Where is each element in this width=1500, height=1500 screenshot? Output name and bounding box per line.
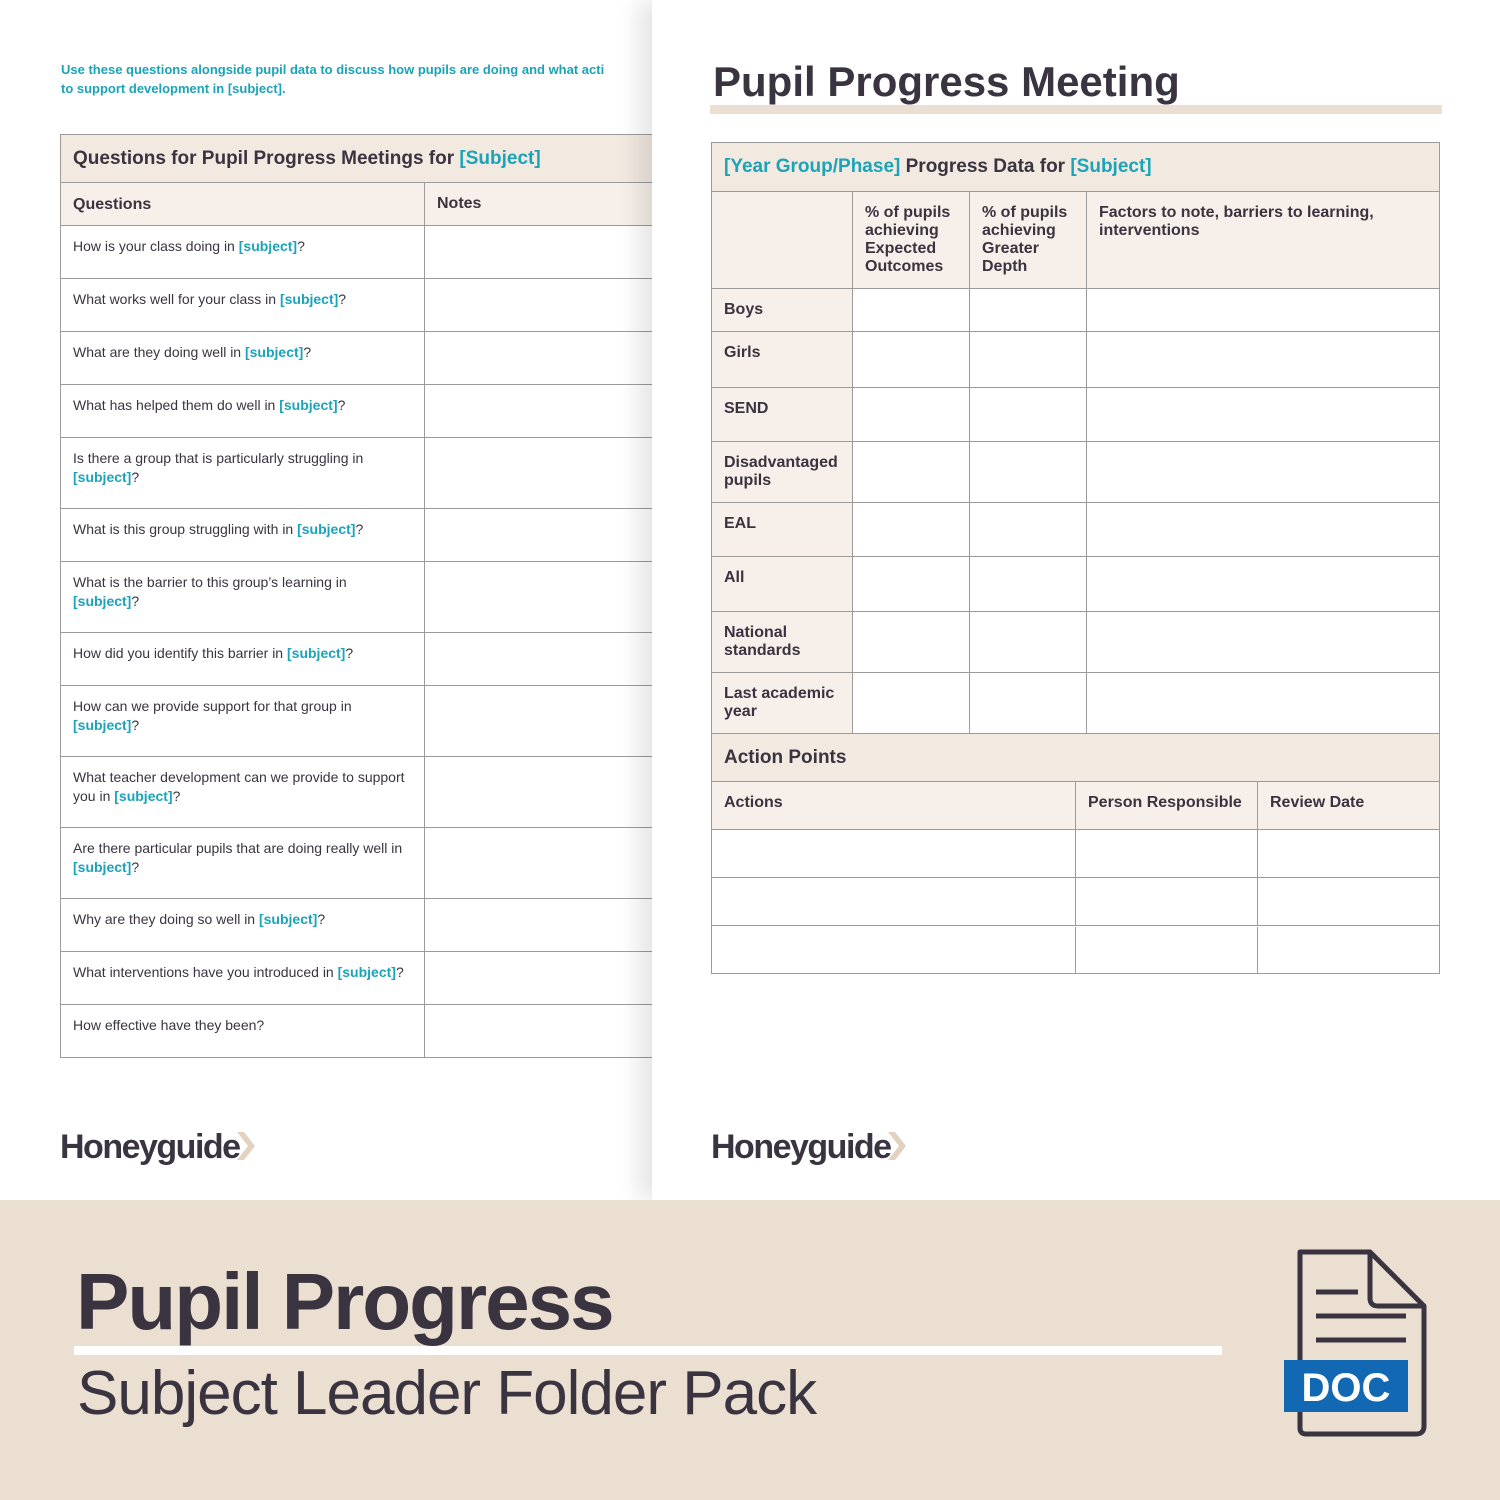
col-header-group (712, 192, 853, 288)
subject-placeholder: [subject] (73, 469, 132, 485)
honeyguide-logo (711, 1128, 891, 1167)
review-date-cell[interactable] (1258, 878, 1439, 925)
question-prefix: How did you identify this barrier in (73, 645, 287, 661)
progress-row (712, 442, 1439, 503)
questions-table (60, 134, 652, 1058)
pupil-group-label: Last academic year (712, 673, 853, 733)
footer-banner (0, 1200, 1500, 1500)
subject-placeholder: [subject] (244, 344, 304, 360)
question-row (61, 279, 652, 332)
questions-page (0, 0, 652, 1200)
year-group-placeholder: [Year Group/Phase] (724, 156, 901, 177)
notes-cell[interactable] (425, 509, 652, 561)
action-cell[interactable] (712, 927, 1076, 973)
question-row (61, 332, 652, 385)
notes-cell[interactable] (425, 952, 652, 1004)
question-row (61, 1005, 652, 1057)
question-text (61, 633, 425, 685)
progress-table-heading (712, 143, 1439, 192)
question-suffix: ? (317, 911, 326, 927)
expected-cell[interactable] (853, 332, 970, 387)
question-suffix: ? (355, 521, 364, 537)
intro-placeholder: [subject] (227, 81, 283, 96)
progress-row (712, 557, 1439, 612)
question-prefix: How can we provide support for that group in (73, 698, 352, 714)
subject-placeholder: [Subject] (459, 148, 541, 169)
intro-line-2-end: . (282, 81, 286, 96)
question-prefix: Is there a group that is particularly struggling in (73, 450, 364, 466)
review-date-cell[interactable] (1258, 830, 1439, 877)
question-suffix: ? (303, 344, 312, 360)
expected-cell[interactable] (853, 289, 970, 331)
notes-cell[interactable] (425, 828, 652, 898)
person-responsible-cell[interactable] (1076, 830, 1258, 877)
footer-title: Pupil Progress (76, 1257, 613, 1346)
question-prefix: How effective have they been? (73, 1017, 265, 1033)
subject-placeholder: [subject] (279, 291, 339, 307)
col-header-person-responsible: Person Responsible (1076, 782, 1258, 829)
question-prefix: What teacher development can we provide to support you in (73, 769, 405, 804)
col-header-greater-depth: % of pupils achieving Greater Depth (970, 192, 1087, 288)
questions-table-title (61, 135, 652, 183)
question-prefix: Why are they doing so well in (73, 911, 259, 927)
action-points-header (712, 782, 1439, 830)
questions-rows (61, 226, 652, 1057)
footer-subtitle: Subject Leader Folder Pack (77, 1359, 817, 1428)
factors-cell[interactable] (1087, 503, 1439, 556)
question-prefix: What interventions have you introduced in (73, 964, 338, 980)
subject-placeholder: [subject] (287, 645, 346, 661)
notes-cell[interactable] (425, 385, 652, 437)
subject-placeholder: [subject] (73, 593, 132, 609)
expected-cell[interactable] (853, 557, 970, 611)
question-row (61, 509, 652, 562)
pupil-group-label: SEND (712, 388, 853, 441)
greater-depth-cell[interactable] (970, 612, 1087, 672)
factors-cell[interactable] (1087, 612, 1439, 672)
logo-chevron-icon (237, 1132, 255, 1160)
question-text (61, 509, 425, 561)
pupil-group-label: National standards (712, 612, 853, 672)
question-prefix: What has helped them do well in (73, 397, 280, 413)
subject-placeholder: [subject] (279, 397, 338, 413)
subject-placeholder: [subject] (238, 238, 298, 254)
factors-cell[interactable] (1087, 289, 1439, 331)
pupil-group-label: Boys (712, 289, 853, 331)
action-row (712, 878, 1439, 926)
question-text (61, 438, 425, 508)
question-text (61, 899, 425, 951)
notes-cell[interactable] (425, 226, 652, 278)
expected-cell[interactable] (853, 503, 970, 556)
greater-depth-cell[interactable] (970, 442, 1087, 502)
question-suffix: ? (172, 788, 181, 804)
pupil-group-label: Disadvantaged pupils (712, 442, 853, 502)
progress-row (712, 503, 1439, 557)
question-prefix: How is your class doing in (73, 238, 239, 254)
progress-data-page (652, 0, 1500, 1200)
greater-depth-cell[interactable] (970, 673, 1087, 733)
greater-depth-cell[interactable] (970, 332, 1087, 387)
doc-file-icon (1282, 1248, 1432, 1438)
col-header-actions: Actions (712, 782, 1076, 829)
question-row (61, 633, 652, 686)
col-header-questions: Questions (61, 183, 425, 225)
action-cell[interactable] (712, 830, 1076, 877)
notes-cell[interactable] (425, 1005, 652, 1057)
question-row (61, 828, 652, 899)
questions-table-title-text: Questions for Pupil Progress Meetings for (73, 148, 460, 169)
subject-placeholder: [subject] (337, 964, 396, 980)
progress-row (712, 673, 1439, 734)
progress-data-table (711, 142, 1440, 974)
progress-heading-text: Progress Data for (900, 156, 1071, 177)
question-suffix: ? (297, 238, 305, 254)
notes-cell[interactable] (425, 438, 652, 508)
question-row (61, 757, 652, 828)
action-points-heading: Action Points (712, 734, 1439, 782)
question-text (61, 828, 425, 898)
notes-cell[interactable] (425, 633, 652, 685)
notes-cell[interactable] (425, 332, 652, 384)
subject-placeholder: [subject] (73, 859, 132, 875)
question-row (61, 899, 652, 952)
review-date-cell[interactable] (1258, 927, 1439, 973)
person-responsible-cell[interactable] (1076, 927, 1258, 973)
pupil-group-label: EAL (712, 503, 853, 556)
notes-cell[interactable] (425, 562, 652, 632)
expected-cell[interactable] (853, 442, 970, 502)
logo-text: Honeyguide (60, 1128, 240, 1166)
person-responsible-cell[interactable] (1076, 878, 1258, 925)
progress-row (712, 289, 1439, 332)
question-row (61, 438, 652, 509)
question-text (61, 332, 425, 384)
greater-depth-cell[interactable] (970, 289, 1087, 331)
question-row (61, 226, 652, 279)
col-header-notes: Notes (437, 195, 482, 212)
intro-line-2: to support development in (61, 81, 228, 96)
question-text (61, 1005, 425, 1057)
question-row (61, 385, 652, 438)
greater-depth-cell[interactable] (970, 503, 1087, 556)
question-text (61, 385, 425, 437)
question-row (61, 686, 652, 757)
pupil-group-label: Girls (712, 332, 853, 387)
progress-row (712, 332, 1439, 388)
subject-placeholder: [subject] (114, 788, 173, 804)
expected-cell[interactable] (853, 673, 970, 733)
expected-cell[interactable] (853, 612, 970, 672)
action-row (712, 927, 1439, 973)
question-text (61, 952, 425, 1004)
greater-depth-cell[interactable] (970, 388, 1087, 441)
progress-row (712, 388, 1439, 442)
notes-cell[interactable] (425, 899, 652, 951)
progress-row (712, 612, 1439, 673)
factors-cell[interactable] (1087, 442, 1439, 502)
greater-depth-cell[interactable] (970, 557, 1087, 611)
factors-cell[interactable] (1087, 332, 1439, 387)
question-prefix: What is the barrier to this group’s learning in (73, 574, 347, 590)
question-prefix: What is this group struggling with in (73, 521, 298, 537)
question-text (61, 562, 425, 632)
factors-cell[interactable] (1087, 388, 1439, 441)
subject-placeholder: [subject] (73, 717, 132, 733)
question-prefix: What works well for your class in (73, 291, 280, 307)
questions-table-header (61, 183, 652, 226)
question-text (61, 279, 425, 331)
subject-placeholder: [subject] (297, 521, 356, 537)
question-row (61, 562, 652, 633)
factors-cell[interactable] (1087, 557, 1439, 611)
action-row (712, 830, 1439, 878)
question-suffix: ? (395, 964, 404, 980)
subject-placeholder: [subject] (258, 911, 318, 927)
question-suffix: ? (337, 397, 346, 413)
question-text (61, 226, 425, 278)
question-suffix: ? (345, 645, 354, 661)
question-suffix: ? (131, 717, 140, 733)
col-header-expected: % of pupils achieving Expected Outcomes (853, 192, 970, 288)
question-row (61, 952, 652, 1005)
footer-divider (74, 1346, 1222, 1355)
question-suffix: ? (131, 859, 140, 875)
logo-text: Honeyguide (711, 1128, 891, 1166)
page-title: Pupil Progress Meeting (713, 58, 1180, 105)
question-prefix: Are there particular pupils that are doing really well in (73, 840, 403, 856)
notes-cell[interactable] (425, 686, 652, 756)
action-cell[interactable] (712, 878, 1076, 925)
col-header-review-date: Review Date (1258, 782, 1439, 829)
col-header-factors: Factors to note, barriers to learning, interventions (1087, 192, 1439, 288)
title-underline (710, 105, 1442, 114)
intro-text (61, 60, 652, 98)
logo-chevron-icon (888, 1132, 906, 1160)
question-prefix: What are they doing well in (73, 344, 245, 360)
pupil-group-label: All (712, 557, 853, 611)
question-suffix: ? (338, 291, 347, 307)
progress-table-header (712, 192, 1439, 289)
question-text (61, 757, 425, 827)
question-suffix: ? (131, 469, 140, 485)
intro-line-1: Use these questions alongside pupil data to discuss how pupils are doing and what acti (61, 62, 605, 77)
question-suffix: ? (131, 593, 140, 609)
honeyguide-logo (60, 1128, 240, 1167)
notes-cell[interactable] (425, 757, 652, 827)
expected-cell[interactable] (853, 388, 970, 441)
factors-cell[interactable] (1087, 673, 1439, 733)
subject-placeholder: [Subject] (1070, 156, 1152, 177)
question-text (61, 686, 425, 756)
doc-badge-text: DOC (1301, 1366, 1391, 1410)
notes-cell[interactable] (425, 279, 652, 331)
